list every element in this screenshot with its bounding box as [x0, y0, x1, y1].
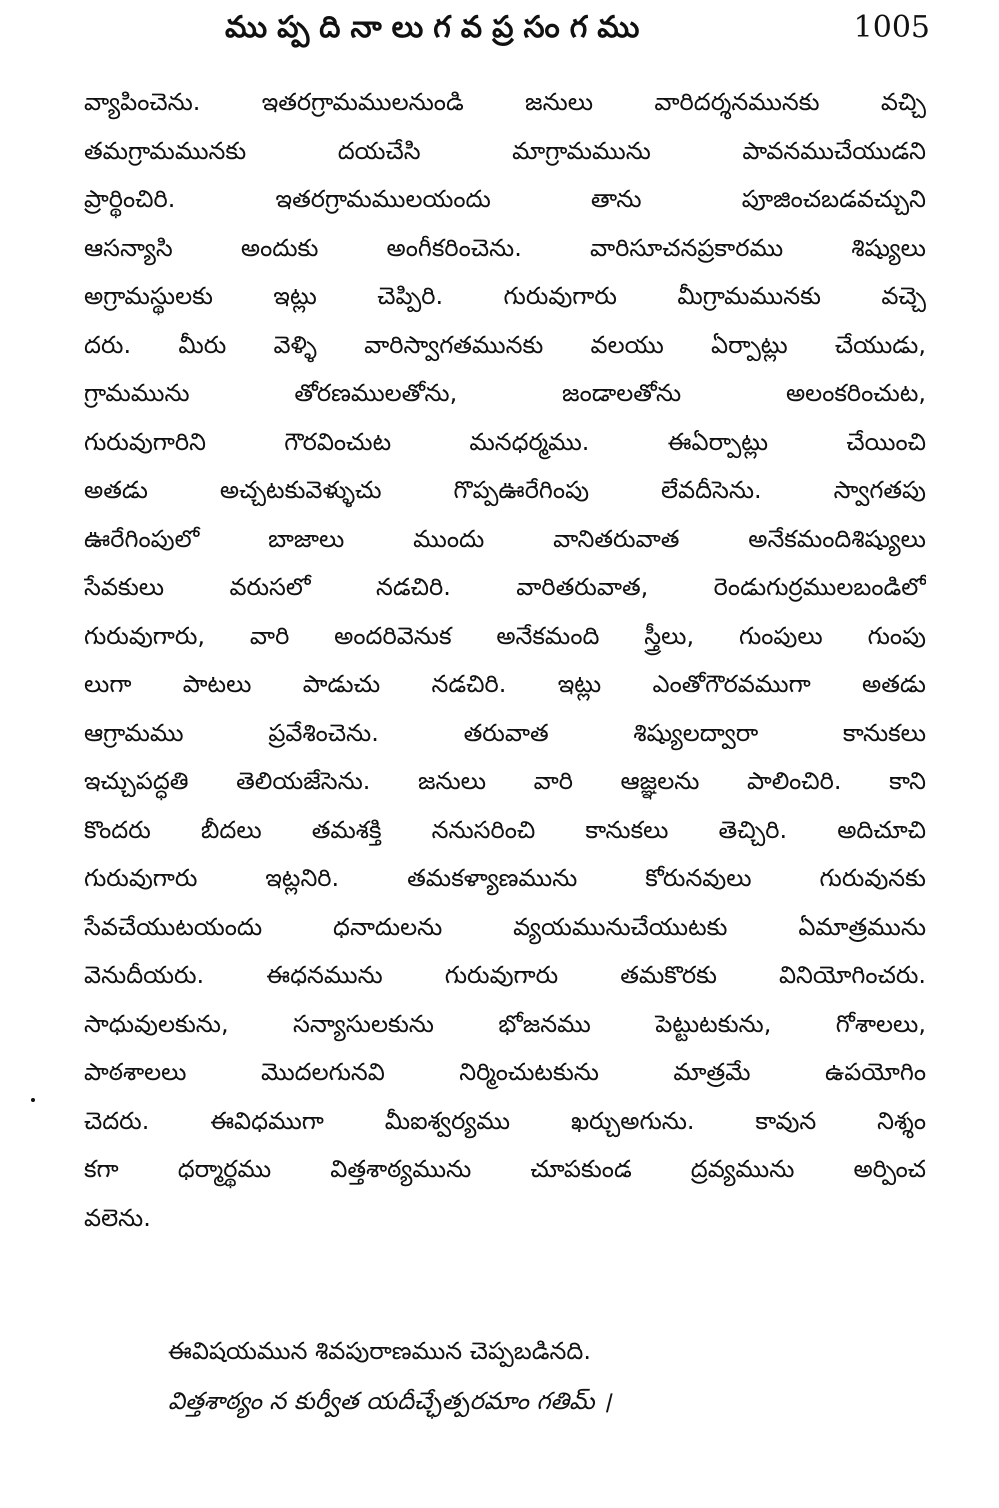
source-note: ఈవిషయమున శివపురాణమున చెప్పబడినది. [168, 1337, 591, 1365]
text-line: వ్యాపించెను. ఇతరగ్రామములనుండి జనులు వారిదర్శనమునకు వచ్చి [84, 88, 926, 116]
text-line: కొందరు బీదలు తమశక్తి ననుసరించి కానుకలు తెచ్చిరి. అదిచూచి [84, 815, 926, 844]
sanskrit-verse: విత్తశాఠ్యం న కుర్వీత యదీచ్ఛేత్పరమాం గతిమ్ । [168, 1387, 612, 1415]
scan-speck [31, 1098, 35, 1102]
text-line: దరు. మీరు వెళ్ళి వారిస్వాగతమునకు వలయు ఏర్పాట్లు చేయుడు, [84, 330, 926, 359]
text-line: ఇచ్చుపద్ధతి తెలియజేసెను. జనులు వారి ఆజ్ఞలను పాలించిరి. కాని [84, 767, 926, 795]
text-line: ఆగ్రామము ప్రవేశించెను. తరువాత శిష్యులద్వారా కానుకలు [84, 718, 926, 747]
text-line: గురువుగారు, వారి అందరివెనుక అనేకమంది స్త్రీలు, గుంపులు గుంపు [84, 621, 926, 650]
text-line: చెదరు. ఈవిధముగా మీఐశ్వర్యము ఖర్చుఅగును. కావున నిశ్శం [84, 1106, 926, 1135]
text-line: ఆసన్యాసి అందుకు అంగీకరించెను. వారిసూచనప్రకారము శిష్యులు [84, 233, 926, 262]
text-line: వెనుదీయరు. ఈధనమును గురువుగారు తమకొరకు వినియోగించరు. [84, 961, 926, 989]
text-line: సాధువులకును, సన్యాసులకును భోజనము పెట్టుటకును, గోశాలలు, [84, 1009, 926, 1038]
page-header [200, 10, 930, 50]
text-line: అగ్రామస్థులకు ఇట్లు చెప్పిరి. గురువుగారు మీగ్రామమునకు వచ్చె [84, 282, 926, 310]
text-line: అతడు అచ్చటకువెళ్ళుచు గొప్పఊరేగింపు లేవదీసెను. స్వాగతపు [84, 476, 926, 504]
text-line: గురువుగారు ఇట్లనిరి. తమకళ్యాణమును కోరునవులు గురువునకు [84, 864, 926, 892]
running-title: ముప్పదినాలుగవప్రసంగము [225, 10, 650, 45]
text-line: ఊరేగింపులో బాజాలు ముందు వానితరువాత అనేకమందిశిష్యులు [84, 524, 926, 553]
closing-quote [168, 1326, 868, 1426]
text-line: కగా ధర్మార్థము విత్తశాఠ్యమును చూపకుండ ద్రవ్యమును అర్పించ [84, 1155, 926, 1183]
text-line: గురువుగారిని గౌరవించుట మనధర్మము. ఈఏర్పాట్లు చేయించి [84, 427, 926, 456]
text-line: ప్రార్థించిరి. ఇతరగ్రామములయందు తాను పూజించబడవచ్చుని [84, 185, 926, 213]
page-number: 1005 [853, 10, 930, 45]
text-line: లుగా పాటలు పాడుచు నడచిరి. ఇట్లు ఎంతోగౌరవముగా అతడు [84, 670, 926, 698]
text-line: పాఠశాలలు మొదలగునవి నిర్మించుటకును మాత్రమే ఉపయోగిం [84, 1058, 926, 1086]
text-line: సేవచేయుటయందు ధనాదులను వ్యయమునుచేయుటకు ఏమాత్రమును [84, 912, 926, 941]
body-paragraph [84, 78, 926, 1242]
text-line: సేవకులు వరుసలో నడచిరి. వారితరువాత, రెండుగుర్రములబండిలో [84, 573, 926, 601]
text-line: గ్రామమును తోరణములతోను, జండాలతోను అలంకరించుట, [84, 379, 926, 407]
text-line: తమగ్రామమునకు దయచేసి మాగ్రామమును పావనముచేయుడని [84, 136, 926, 165]
text-line: వలెను. [84, 1203, 151, 1232]
